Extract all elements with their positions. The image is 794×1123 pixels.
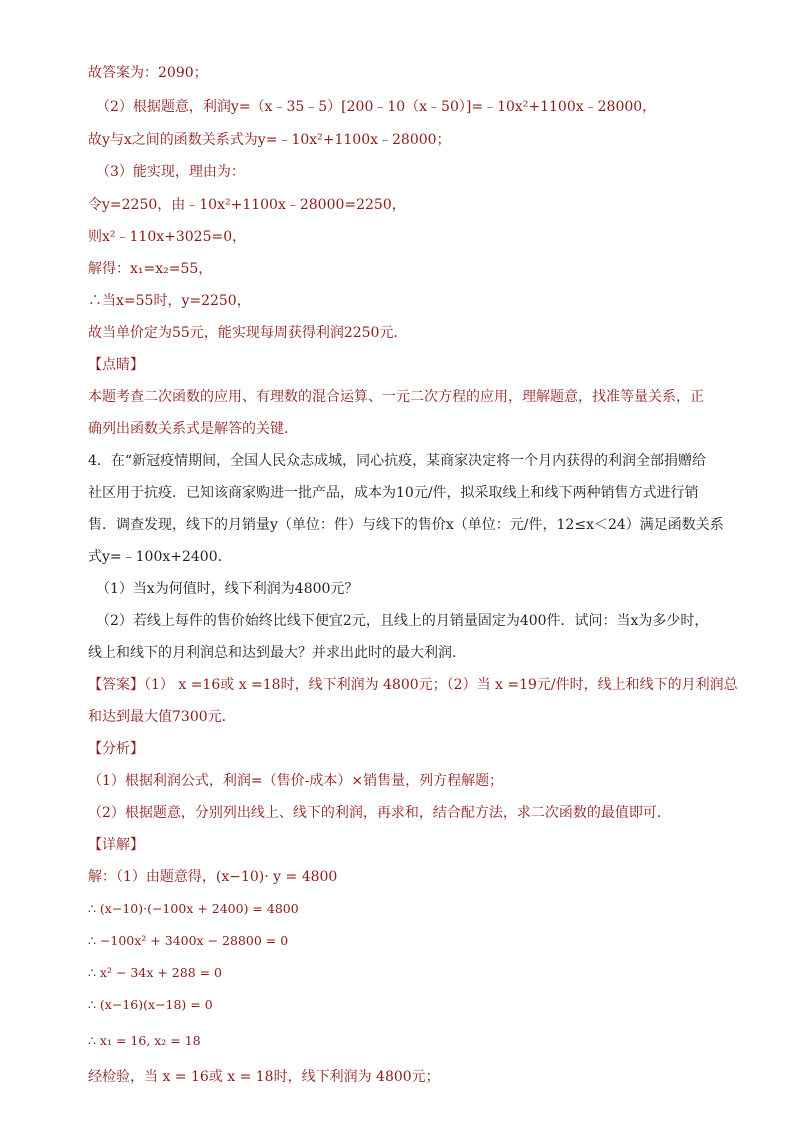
- section-fenxi-label: 【分析】: [88, 741, 144, 757]
- dianjing-text-1: 本题考查二次函数的应用、有理数的混合运算、一元二次方程的应用，理解题意，找准等量关系，正: [88, 389, 704, 405]
- question-4-line-3: 售．调查发现，线下的月销量y（单位：件）与线下的售价x（单位：元/件，12≤x＜24）满足函数关系: [88, 517, 724, 533]
- section-xiangjie-label: 【详解】: [88, 837, 144, 853]
- question-4-part-1: （1）当x为何值时，线下利润为4800元？: [96, 581, 359, 597]
- analysis-line-1: （1）根据利润公式，利润=（售价-成本）×销售量，列方程解题；: [88, 773, 504, 789]
- solution-part-3-header: （3）能实现，理由为：: [96, 164, 245, 180]
- analysis-line-2: （2）根据题意，分别列出线上、线下的利润，再求和，结合配方法，求二次函数的最值即可．: [88, 805, 671, 821]
- question-4-line-4: 式y=﹣100x+2400．: [88, 549, 232, 565]
- solution-part-3-conclusion: 故当单价定为55元，能实现每周获得利润2250元．: [88, 325, 408, 341]
- detail-step-2: ∴ (x−10)·(−100x + 2400) = 4800: [88, 901, 299, 916]
- detail-step-5: ∴ (x−16)(x−18) = 0: [88, 997, 213, 1012]
- answer-line-2090: 故答案为：2090；: [88, 65, 208, 81]
- question-4-line-2: 社区用于抗疫．已知该商家购进一批产品，成本为10元/件，拟采取线上和线下两种销售方式进行销: [88, 485, 699, 501]
- detail-step-3: ∴ −100x² + 3400x − 28800 = 0: [88, 933, 289, 948]
- section-dianjing-label: 【点睛】: [88, 357, 144, 373]
- answer-line-2: 和达到最大值7300元．: [88, 709, 236, 725]
- solution-part-2-profit: （2）根据题意，利润y=（x﹣35﹣5）[200﹣10（x﹣50）]=﹣10x²+1100x﹣28000，: [96, 99, 657, 115]
- question-4-line-1: 4．在“新冠疫情期间，全国人民众志成城，同心抗疫，某商家决定将一个月内获得的利润全部捐赠给: [88, 453, 707, 469]
- question-4-part-2-line-2: 线上和线下的月利润总和达到最大？并求出此时的最大利润．: [88, 645, 466, 661]
- detail-step-1: 解：（1）由题意得，(x−10)· y = 4800: [88, 869, 338, 885]
- detail-step-6: ∴ x₁ = 16, x₂ = 18: [88, 1033, 201, 1048]
- solution-part-2-function: 故y与x之间的函数关系式为y=﹣10x²+1100x﹣28000；: [88, 132, 451, 148]
- dianjing-text-2: 确列出函数关系式是解答的关键．: [88, 421, 298, 437]
- question-4-part-2-line-1: （2）若线上每件的售价始终比线下便宜2元，且线上的月销量固定为400件．试问：当x为多少时，: [96, 613, 709, 629]
- solution-part-3-quadratic: 则x²﹣110x+3025=0，: [88, 229, 247, 245]
- solution-part-3-when: ∴当x=55时，y=2250，: [88, 293, 251, 309]
- detail-step-4: ∴ x² − 34x + 288 = 0: [88, 965, 223, 980]
- solution-part-3-roots: 解得：x₁=x₂=55，: [88, 261, 213, 277]
- detail-verification: 经检验，当 x = 16或 x = 18时，线下利润为 4800元；: [88, 1069, 440, 1085]
- answer-line-1: 【答案】（1） x =16或 x =18时，线下利润为 4800元；（2）当 x =19元/件时，线上和线下的月利润总: [88, 677, 738, 693]
- solution-part-3-equation: 令y=2250，由﹣10x²+1100x﹣28000=2250，: [88, 197, 406, 213]
